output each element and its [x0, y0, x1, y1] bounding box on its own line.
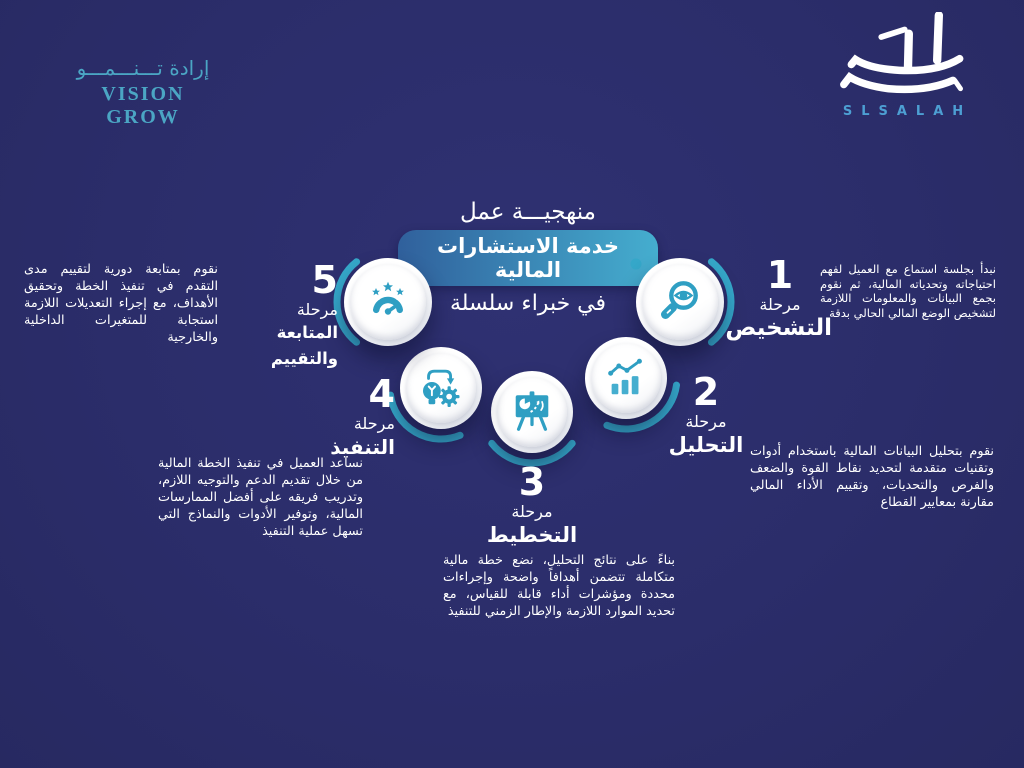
strategy-board-icon — [509, 389, 555, 435]
methodology-title — [398, 199, 658, 316]
stage-number: 3 — [518, 460, 546, 504]
stage-word: مرحلة — [353, 414, 395, 433]
magnifier-eye-icon — [656, 278, 704, 326]
stage-circle-1 — [636, 258, 724, 346]
idea-gear-icon — [418, 365, 464, 411]
stage-circle-4 — [400, 347, 482, 429]
slsalah-logo — [824, 12, 982, 119]
slsalah-wordmark: SLSALAH — [842, 104, 973, 119]
stage-name: التخطيط — [486, 523, 578, 547]
stage-label-3 — [482, 462, 582, 548]
slsalah-calligraphy-icon — [828, 12, 978, 102]
circle-plate — [350, 264, 426, 340]
stage-word: مرحلة — [759, 295, 801, 314]
stage-label-4 — [255, 374, 395, 460]
stage-description-4: نساعد العميل في تنفيذ الخطة المالية من خلال تقديم الدعم والتوجيه اللازم، وتدريب فريقه على أفضل الممارسات المالية، وتوفير الأدوات والنماذج التي تسهل عملية التنفيذ — [158, 456, 363, 539]
gauge-rating-icon — [364, 278, 412, 326]
circle-plate — [642, 264, 718, 340]
stage-word: مرحلة — [685, 412, 727, 431]
circle-plate — [591, 343, 661, 413]
stage-name: التشخيص — [725, 315, 832, 341]
stage-label-1 — [725, 253, 832, 341]
vision-grow-english: VISION GROW — [101, 83, 185, 128]
stage-description-5: نقوم بمتابعة دورية لتقييم مدى التقدم في تنفيذ الخطة وتحقيق الأهداف، مع إجراء التعديلات اللازمة استجابة للمتغيرات الداخلية والخارجية — [24, 262, 218, 345]
stage-name: التنفيذ — [330, 435, 395, 459]
vision-grow-logo — [64, 56, 222, 129]
growth-chart-icon — [603, 355, 649, 401]
stage-description-1: نبدأ بجلسة استماع مع العميل لفهم احتياجاته وتحدياته المالية، ثم نقوم بجمع البيانات والمعلومات اللازمة لتشخيص الوضع المالي الحالي بدقة — [820, 262, 996, 320]
circle-plate — [406, 353, 476, 423]
circle-plate — [497, 377, 567, 447]
stage-label-2 — [664, 372, 748, 458]
stage-name: التحليل — [668, 433, 744, 457]
stage-circle-3 — [491, 371, 573, 453]
stage-label-5 — [208, 260, 338, 372]
title-pill: خدمة الاستشارات المالية — [398, 230, 658, 286]
title-line1: منهجيـــة عمل — [460, 199, 596, 225]
stage-number: 2 — [692, 370, 720, 414]
stage-number: 4 — [368, 372, 395, 416]
stage-word: مرحلة — [511, 502, 553, 521]
vision-grow-arabic: إرادة تـــنـــمـــو — [76, 56, 210, 80]
title-line3: في خبراء سلسلة — [449, 291, 607, 316]
stage-description-3: بناءً على نتائج التحليل، نضع خطة مالية متكاملة تتضمن أهدافاً واضحة وإجراءات محددة ومؤشرات أداء قابلة للقياس، مع تحديد الموارد اللازمة والإطار الزمني للتنفيذ — [443, 553, 675, 619]
stage-word: مرحلة — [296, 300, 338, 319]
stage-circle-2 — [585, 337, 667, 419]
stage-description-2: نقوم بتحليل البيانات المالية باستخدام أدوات وتقنيات متقدمة لتحديد نقاط القوة والضعف والفرص والتحديات، وتقييم الأداء المالي مقارنة بمعايير القطاع — [750, 444, 994, 510]
stage-number: 5 — [311, 258, 338, 302]
stage-circle-5 — [344, 258, 432, 346]
stage-name: المتابعة والتقييم — [270, 323, 338, 368]
stage-number: 1 — [766, 253, 794, 297]
